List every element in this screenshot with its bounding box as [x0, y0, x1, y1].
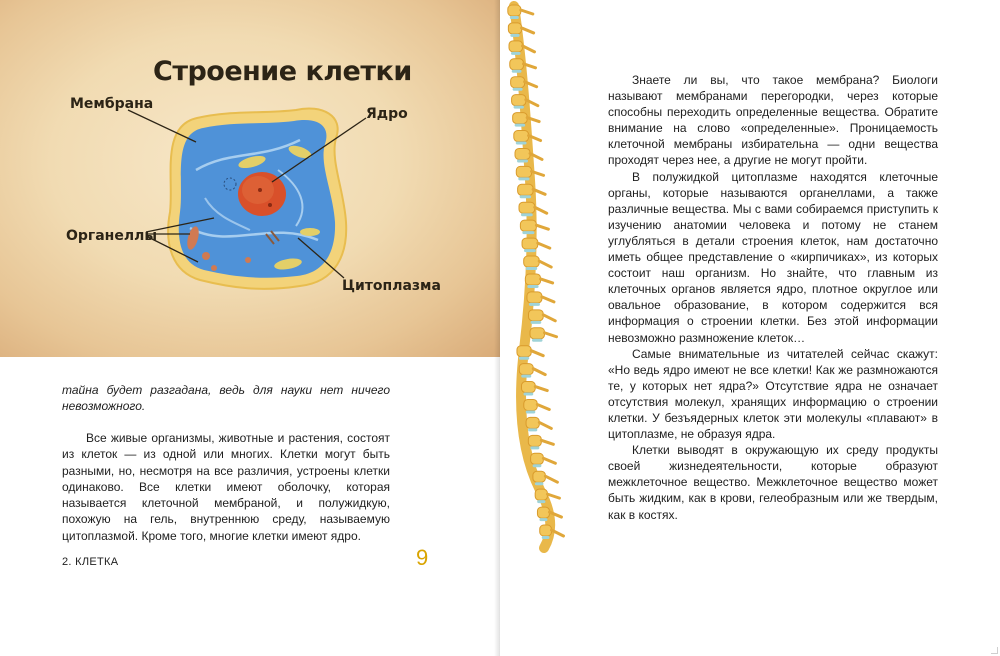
label-organelles: Органеллы — [66, 228, 158, 244]
paragraph: Знаете ли вы, что такое мембрана? Биологи называют мембранами перегородки, через которые способны переходить определенные вещества. Обратите внимание на слово «определенные». Проницаемость клеточной мембраны избирательна — одни вещества проходят через нее, а другие не могут пройти. — [608, 73, 938, 168]
label-nucleus: Ядро — [366, 106, 408, 122]
vertebra-process — [535, 207, 547, 213]
intervertebral-disc — [512, 70, 522, 73]
vertebra — [518, 184, 534, 195]
vertebra — [508, 23, 521, 34]
intervertebral-disc — [511, 52, 521, 55]
left-text-main — [62, 430, 390, 544]
intervertebral-disc — [542, 536, 550, 539]
vertebra — [522, 382, 536, 393]
vertebra — [524, 399, 538, 410]
intervertebral-disc — [522, 231, 534, 234]
vertebra — [519, 202, 535, 213]
intervertebral-disc — [526, 410, 536, 413]
vertebra — [533, 471, 546, 482]
intervertebral-disc — [524, 249, 536, 252]
intervertebral-disc — [530, 446, 539, 449]
vertebra — [519, 364, 533, 375]
intervertebral-disc — [510, 34, 519, 37]
paragraph: Клетки выводят в окружающую их среду продукты своей жизнедеятельности, которые образуют межклеточное вещество. Межклеточное вещество может быть жидким, как в крови, гелеобразным или же твердым, как в костях. — [608, 443, 938, 522]
vertebra — [515, 148, 530, 159]
intervertebral-disc — [537, 500, 545, 503]
vertebra-process — [543, 315, 555, 321]
intervertebral-disc — [521, 213, 533, 216]
vertebra — [535, 489, 547, 500]
vertebra — [520, 220, 536, 231]
organelle — [202, 252, 210, 260]
label-membrane: Мембрана — [70, 96, 154, 112]
vertebra — [517, 346, 531, 357]
intervertebral-disc — [539, 518, 547, 521]
label-cytoplasm: Цитоплазма — [342, 278, 441, 294]
intervertebral-disc — [521, 375, 531, 378]
vertebra — [511, 77, 525, 88]
intervertebral-disc — [510, 16, 519, 19]
organelle — [245, 257, 251, 263]
vertebra — [508, 5, 521, 16]
vertebra-process — [541, 279, 553, 283]
vertebra-process — [521, 10, 533, 14]
vertebra — [540, 525, 552, 536]
vertebra-process — [541, 440, 553, 444]
vertebra — [529, 310, 544, 321]
spine-illustration — [500, 0, 620, 560]
paragraph: В полужидкой цитоплазме находятся клеточные органы, которые называются органеллами, а также различные вещества. Мы с вами собираемся приступить к изучению анатомии человека и потому не станем углубляться в детали строения клеток, нам достаточно иметь общее представление о «кирпичиках», из которых состоит наш организм. Но знайте, что главным из клеточных органов является ядро, плотное округлое или овальное образование, в котором содержится вся информация о строении клетки. Без этой информации невозможно размножение клеток… — [608, 169, 938, 345]
vertebra-process — [545, 333, 557, 337]
intervertebral-disc — [528, 428, 537, 431]
intervertebral-disc — [517, 159, 528, 162]
vertebra — [522, 238, 538, 249]
intervertebral-disc — [531, 321, 542, 324]
vertebra — [531, 453, 544, 464]
page-corner-mark — [991, 647, 998, 654]
intervertebral-disc — [535, 482, 544, 485]
intervertebral-disc — [515, 124, 526, 127]
vertebra-process — [543, 458, 555, 463]
vertebra — [510, 59, 524, 70]
vertebra — [524, 256, 540, 267]
vertebra-process — [542, 297, 554, 302]
vertebra — [512, 95, 526, 106]
intervertebral-disc — [518, 177, 529, 180]
vertebra — [530, 328, 545, 339]
intervertebral-disc — [532, 339, 543, 342]
organelle — [211, 265, 217, 271]
paragraph: Все живые организмы, животные и растения, состоят из клеток — из одной или многих. Клетки могут быть разными, но, несмотря на все различия, устроены клетки одинаково. Все клетки имеют оболочку, которая называется клеточной мембраной, и полужидкую, похожую на гель, внутреннюю среду, называемую цитоплазмой. Кроме того, многие клетки имеют ядро. — [62, 431, 390, 543]
vertebra-process — [547, 494, 559, 498]
vertebra — [514, 131, 529, 142]
vertebra-process — [537, 404, 549, 409]
intervertebral-disc — [513, 88, 523, 91]
vertebra — [526, 417, 539, 428]
intervertebral-disc — [527, 285, 538, 288]
vertebra-process — [533, 369, 545, 375]
vertebra-process — [536, 225, 548, 229]
cell-illustration — [0, 0, 500, 357]
intervertebral-disc — [529, 303, 540, 306]
organelle — [300, 228, 320, 236]
intervertebral-disc — [514, 106, 524, 109]
vertebra — [516, 166, 531, 177]
left-text-continued — [62, 382, 390, 415]
vertebra — [513, 113, 528, 124]
paragraph: Самые внимательные из читателей сейчас скажут: «Но ведь ядро имеют не все клетки! Как же размножаются те, у которых нет ядра?» Отсутствие ядра не означает отсутствия молекул, хранящих информацию о строении клетки. У безъядерных клеток эти молекулы «плавают» в цитоплазме, не образуя ядра. — [608, 346, 938, 442]
vertebra-process — [539, 261, 551, 267]
vertebra — [509, 41, 523, 52]
paragraph: тайна будет разгадана, ведь для науки нет ничего невозможного. — [62, 383, 390, 414]
intervertebral-disc — [524, 393, 534, 396]
right-text — [608, 72, 938, 523]
intervertebral-disc — [519, 357, 529, 360]
vertebra — [528, 435, 541, 446]
vertebra-process — [538, 243, 550, 248]
vertebra-process — [531, 351, 543, 356]
intervertebral-disc — [526, 267, 538, 270]
vertebra — [537, 507, 549, 518]
intervertebral-disc — [520, 195, 532, 198]
vertebra-process — [522, 28, 534, 33]
right-page — [500, 0, 1000, 656]
intervertebral-disc — [516, 142, 527, 145]
vertebra — [525, 274, 540, 285]
chapter-footer: 2. КЛЕТКА — [62, 556, 119, 568]
intervertebral-disc — [533, 464, 542, 467]
vertebra-process — [545, 476, 557, 482]
diagram-title: Строение клетки — [153, 56, 412, 87]
vertebra-process — [535, 387, 547, 391]
vertebra — [527, 292, 542, 303]
vertebra-process — [539, 422, 551, 428]
page-number: 9 — [416, 545, 429, 570]
